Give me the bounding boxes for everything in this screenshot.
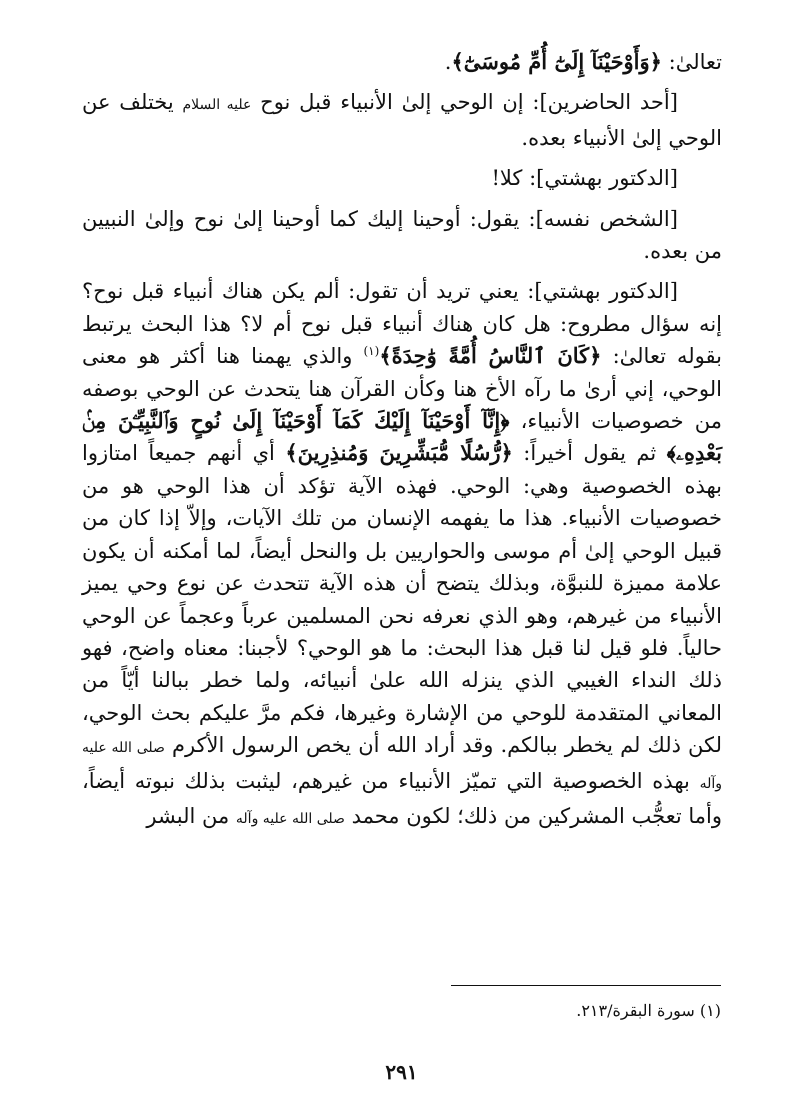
paragraph-1 [82, 46, 722, 78]
footnote-marker[interactable]: (١) [363, 344, 380, 359]
quran-verse: ﴿رُّسُلًا مُّبَشِّرِينَ وَمُنذِرِينَ﴾ [285, 440, 513, 466]
honorific-glyph: صلى الله عليه وآله [235, 810, 345, 827]
paragraph-2 [82, 86, 722, 154]
text-run: ثم يقول أخيراً: [512, 441, 667, 466]
text-run: أي أنهم جميعاً امتازوا بهذه الخصوصية وهي: الوحي. فهذه الآية تؤكد أن هذا الوحي هو من خصوصيات الأنبياء. هذا ما يفهمه الإنسان من تلك الآيات، وإلاّ إذا كان من قبيل الوحي إلىٰ أم موسى والحواريين بل والنحل أيضاً، لما أمكنه أن يكون علامة مميزة للنبوَّة، وبذلك يتضح أن هذه الآية تتحدث عن نوع وحي يميز الأنبياء من غيرهم، وهو الذي نعرفه نحن المسلمين عرباً وعجماً عن الوحي حالياً. فلو قيل لنا قبل هذا البحث: ما هو الوحي؟ لأجبنا: معناه واضح، فهو ذلك النداء الغيبي الذي ينزله الله علىٰ أنبيائه، ولما خطر ببالنا أيّاً من المعاني المتقدمة للوحي من الإشارة وغيرها، فكم مرَّ عليكم بحث الوحي، لكن ذلك لم يخطر ببالكم. وقد أراد الله أن يخص الرسول الأكرم [82, 441, 722, 758]
text-run: والذي يهمنا هنا أكثر هو معنى الوحي، إني أرىٰ ما رآه الأخ هنا وكأن القرآن هنا يتحدث عن الوحي بوصفه من خصوصيات الأنبياء، [82, 344, 722, 434]
text-run: . [444, 50, 452, 74]
footnote-divider [451, 985, 721, 986]
text-run: [الدكتور بهشتي]: يعني تريد أن تقول: ألم يكن هناك أنبياء قبل نوح؟ إنه سؤال مطروح: هل كان هناك أنبياء قبل نوح أم لا؟ هذا البحث يرتبط بقوله تعالىٰ: [82, 279, 722, 369]
page-body [82, 46, 722, 835]
text-run: من البشر [146, 803, 236, 828]
paragraph-5 [82, 275, 722, 835]
quran-verse: ﴿إِنَّآ أَوْحَيْنَآ إِلَيْكَ كَمَآ أَوْحَيْنَآ إِلَىٰ نُوحٍ وَٱلنَّبِيِّـۧنَ مِنۢ بَعْدِهِۦ﴾ [82, 408, 723, 466]
honorific-glyph: صلى الله عليه وآله [82, 740, 722, 792]
paragraph-3: [الدكتور بهشتي]: كلا! [491, 166, 678, 191]
paragraph-4: [الشخص نفسه]: يقول: أوحينا إليك كما أوحينا إلىٰ نوح وإلىٰ النبيين من بعده. [82, 206, 722, 264]
quran-verse: ﴿وَأَوْحَيْنَآ إِلَىٰٓ أُمِّ مُوسَىٰٓ﴾ [451, 49, 662, 74]
quran-verse: ﴿كَانَ ٱلنَّاسُ أُمَّةً وَٰحِدَةً﴾ [379, 343, 602, 369]
text-run: بهذه الخصوصية التي تميّز الأنبياء من غيرهم، ليثبت بذلك نبوته أيضاً، وأما تعجُّب المشركين من ذلك؛ لكون محمد [82, 768, 722, 828]
page-number: ٢٩١ [385, 1060, 418, 1084]
text-run: [أحد الحاضرين]: إن الوحي إلىٰ الأنبياء قبل نوح [251, 90, 678, 115]
text-run: تعالىٰ: [661, 50, 722, 74]
honorific-glyph: عليه السلام [182, 97, 252, 114]
footnote: (١) سورة البقرة/٢١٣. [576, 1001, 721, 1020]
text-run: يختلف عن الوحي إلىٰ الأنبياء بعده. [82, 90, 722, 150]
